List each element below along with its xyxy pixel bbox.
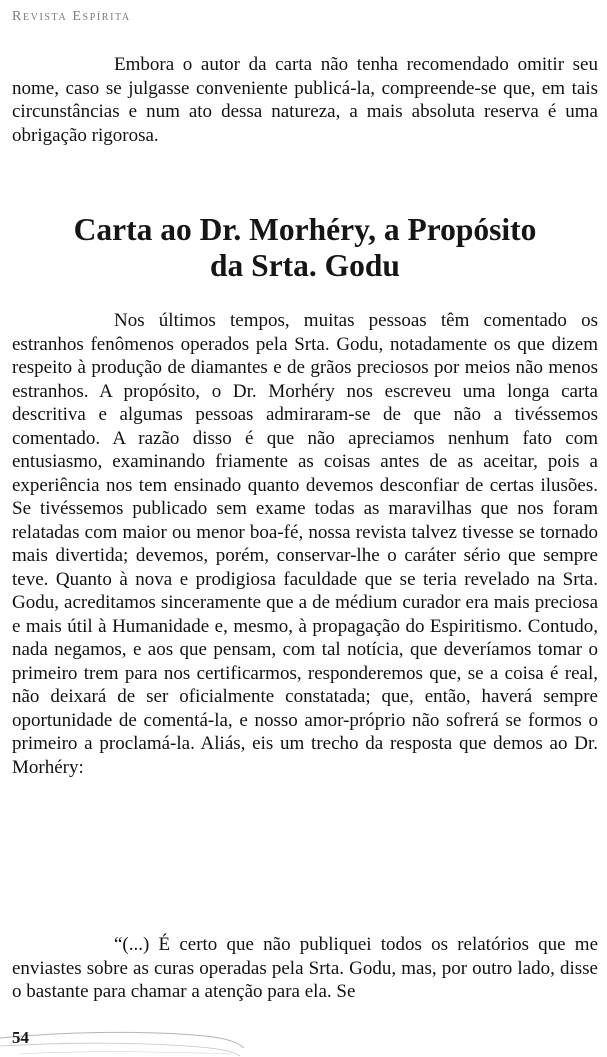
- footer-swash-ornament: [0, 1020, 250, 1057]
- page-number: 54: [12, 1028, 29, 1047]
- quote-block: [12, 933, 598, 1004]
- quote-paragraph: “(...) É certo que não publiquei todos os relatórios que me enviastes sobre as curas operadas pela Srta. Godu, mas, por outro lado, disse o bastante para chamar a atenção para ela. Se: [12, 934, 598, 1002]
- section-title-line-1: Carta ao Dr. Morhéry, a Propósito: [73, 212, 537, 247]
- section-title-line-2: da Srta. Godu: [210, 248, 400, 283]
- section-title: [12, 212, 598, 284]
- body-block: [12, 309, 598, 779]
- running-header: Revista Espírita: [12, 9, 131, 24]
- intro-paragraph: Embora o autor da carta não tenha recomendado omitir seu nome, caso se julgasse conveniente publicá-la, compreende-se que, em tais circunstâncias e num ato dessa natureza, a mais absoluta reserva é uma obrigação rigorosa.: [12, 54, 598, 146]
- body-paragraph: Nos últimos tempos, muitas pessoas têm comentado os estranhos fenômenos operados pela Srta. Godu, notadamente os que dizem respeito à produção de diamantes e de grãos preciosos por meios não menos estranhos. A propósito, o Dr. Morhéry nos escreveu uma longa carta descritiva e algumas pessoas admiraram-se de que não a tivéssemos comentado. A razão disso é que não apreciamos nenhum fato com entusiasmo, examinando friamente as coisas antes de as aceitar, pois a experiência nos tem ensinado quanto devemos desconfiar de certas ilusões. Se tivéssemos publicado sem exame todas as maravilhas que nos foram relatadas com maior ou menor boa-fé, nossa revista talvez tivesse se tornado mais divertida; devemos, porém, conservar-lhe o caráter sério que sempre teve. Quanto à nova e prodigiosa faculdade que se teria revelado na Srta. Godu, acreditamos sinceramente que a de médium curador era mais preciosa e mais útil à Humanidade e, mesmo, à propagação do Espiritismo. Contudo, nada negamos, e aos que pensam, com tal notícia, que deveríamos tomar o primeiro trem para nos certificarmos, responderemos que, se a coisa é real, não deixará de ser oficialmente constatada; que, então, haverá sempre oportunidade de comentá-la, e nosso amor-próprio não sofrerá se formos o primeiro a proclamá-la. Aliás, eis um trecho da resposta que demos ao Dr. Morhéry:: [12, 310, 598, 778]
- intro-block: [12, 53, 598, 147]
